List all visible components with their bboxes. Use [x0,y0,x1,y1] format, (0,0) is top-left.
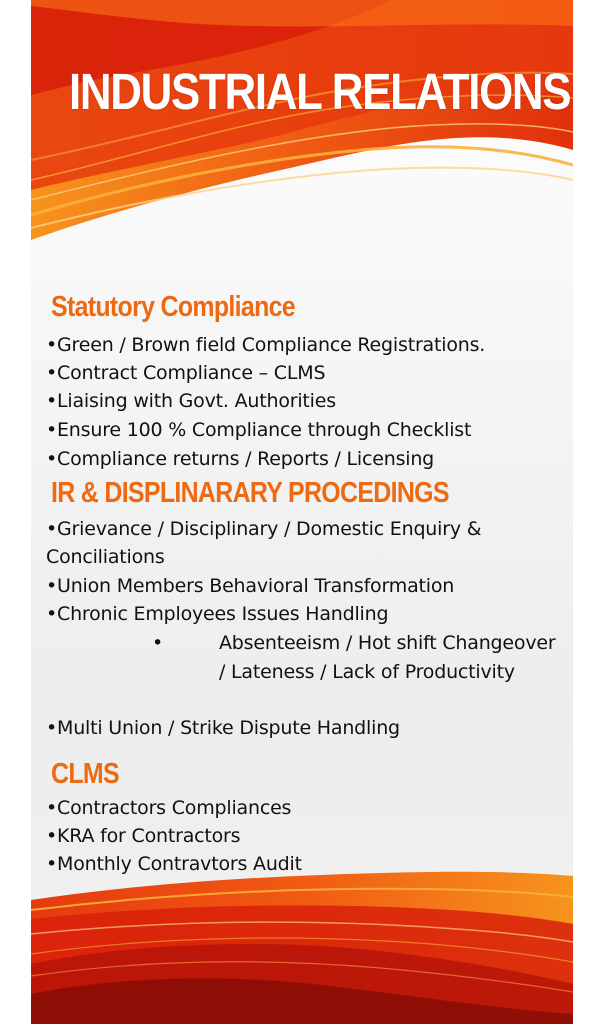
list-item: •Grievance / Disciplinary / Domestic Enquiry & [46,518,482,540]
list-item: •Contractors Compliances [46,797,292,819]
list-item: •Green / Brown field Compliance Registrations. [46,334,486,356]
list-item: •KRA for Contractors [46,825,241,847]
page-title: INDUSTRIAL RELATIONS [68,63,571,120]
list-item: •Liaising with Govt. Authorities [46,390,336,412]
list-item: •Union Members Behavioral Transformation [46,575,455,597]
top-wave-decoration [31,0,573,250]
list-item: •Chronic Employees Issues Handling [46,603,389,625]
sub-list-item: Absenteeism / Hot shift Changeover / Lateness / Lack of Productivity [219,632,556,683]
bottom-wave-decoration [31,864,573,1024]
list-item: •Multi Union / Strike Dispute Handling [46,717,400,739]
banner-panel [31,0,573,1024]
section-heading-ir: IR & DISPLINARARY PROCEDINGS [51,477,449,509]
list-item: •Compliance returns / Reports / Licensing [46,448,435,470]
section-heading-statutory: Statutory Compliance [51,291,295,323]
sub-bullet: • [152,632,164,654]
list-item: Conciliations [46,546,165,568]
section-heading-clms: CLMS [51,758,119,790]
list-item: •Contract Compliance – CLMS [46,362,326,384]
list-item: •Ensure 100 % Compliance through Checklist [46,419,472,441]
list-item: •Monthly Contravtors Audit [46,853,302,875]
